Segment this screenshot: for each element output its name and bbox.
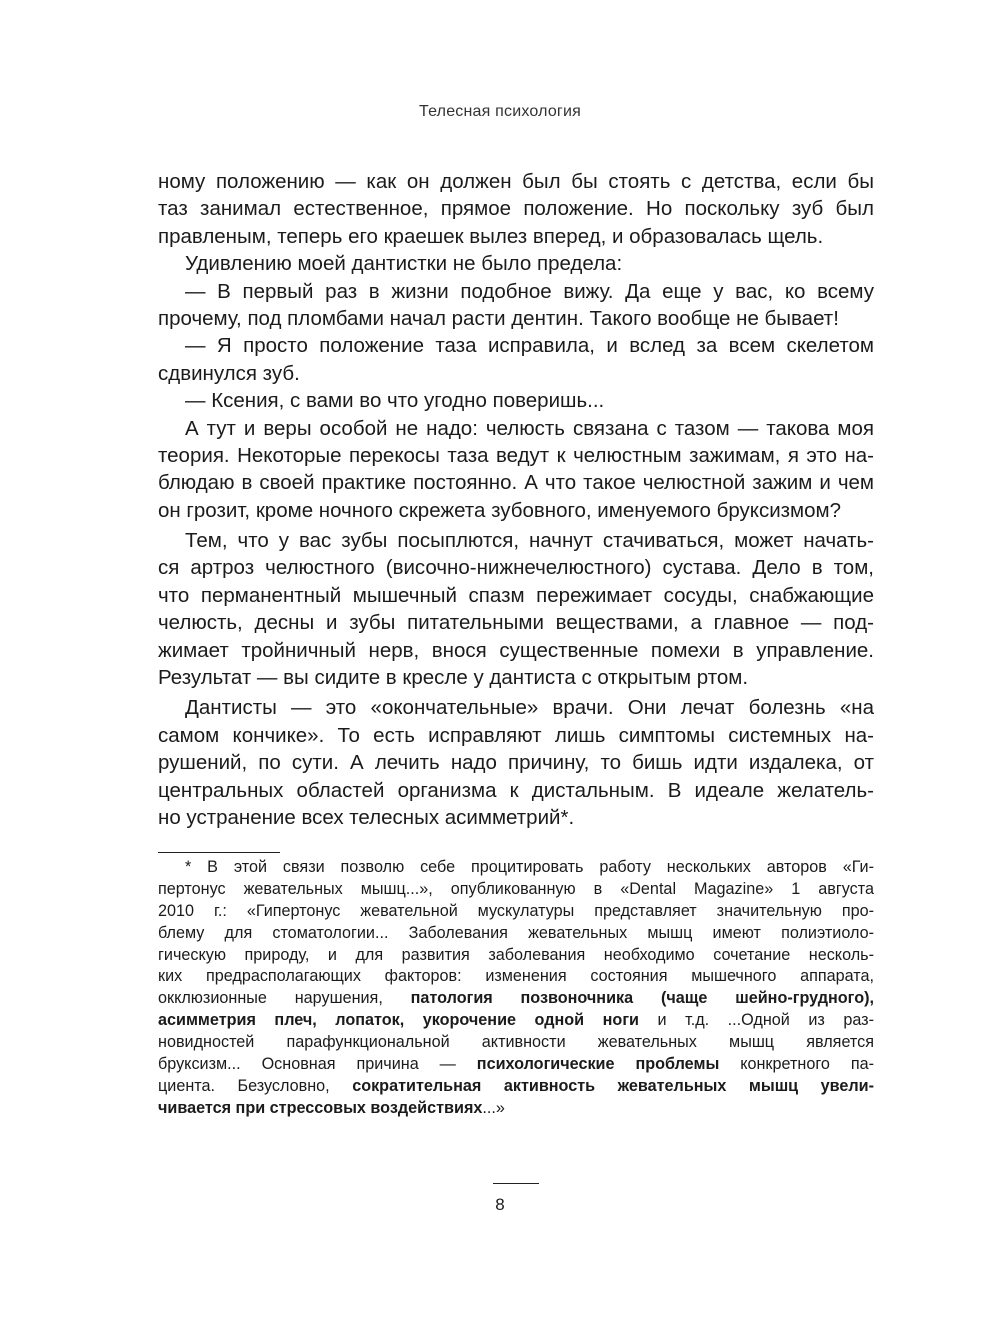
footnote-line: ких предрасполагающих факторов: изменения состояния мышечного аппарата, — [158, 967, 874, 986]
footnote-line: пертонус жевательных мышц...», опубликованную в «Dental Magazine» 1 августа — [158, 879, 874, 898]
footnote-bold-text: сократительная активность жевательных мышц увели- — [352, 1076, 875, 1095]
text-line: — Ксения, с вами во что угодно поверишь... — [185, 389, 605, 413]
text-line: таз занимал естественное, прямое положение. Но поскольку зуб был — [158, 197, 874, 221]
footnote-divider — [158, 852, 280, 853]
footnote-line: новидностей парафункциональной активности жевательных мышц является — [158, 1033, 874, 1052]
footnote-line: 2010 г.: «Гипертонус жевательной мускулатуры представляет значительную про- — [158, 901, 874, 920]
text-line: прочему, под пломбами начал расти дентин. Такого вообще не бывает! — [158, 306, 839, 330]
text-line: но устранение всех телесных асимметрий*. — [158, 805, 575, 829]
running-title: Телесная психология — [419, 103, 581, 120]
text-line: правленым, теперь его краешек вылез вперед, и образовалась щель. — [158, 224, 824, 248]
text-line: что перманентный мышечный спазм пережимает сосуды, снабжающие — [158, 583, 874, 607]
text-line: центральных областей организма к дистальным. В идеале желатель- — [158, 778, 874, 802]
text-line: Тем, что у вас зубы посыплются, начнут стачиваться, может начать- — [185, 529, 874, 553]
text-line: блюдаю в своей практике постоянно. А что такое челюстной зажим и чем — [158, 471, 874, 495]
footnote-text: и т.д. ...Одной из раз- — [639, 1011, 874, 1030]
text-line: ся артроз челюстного (височно-нижнечелюстного) сустава. Дело в том, — [158, 556, 874, 580]
footnote — [158, 857, 874, 1120]
text-line: Удивлению моей дантистки не было предела: — [185, 252, 623, 276]
footnote-text: циента. Безусловно, — [158, 1076, 353, 1095]
page-number: 8 — [495, 1195, 505, 1214]
footnote-text: конкретного па- — [719, 1055, 874, 1074]
text-line: Результат — вы сидите в кресле у дантиста с открытым ртом. — [158, 666, 749, 690]
main-text — [158, 168, 874, 831]
footnote-line: * В этой связи позволю себе процитировать работу нескольких авторов «Ги- — [185, 858, 874, 876]
footnote-bold-text: асимметрия плеч, лопаток, укорочение одной ноги — [158, 1011, 640, 1030]
footnote-bold-text: патология позвоночника (чаще шейно-грудного), — [410, 989, 874, 1008]
text-line: — В первый раз в жизни подобное вижу. Да еще у вас, ко всему — [185, 279, 874, 303]
text-line: рушений, по сути. А лечить надо причину, то бишь идти издалека, от — [158, 751, 874, 775]
text-line: ному положению — как он должен был бы стоять с детства, если бы — [158, 170, 874, 193]
footnote-bold-text: психологические проблемы — [476, 1055, 720, 1074]
footnote-line: гическую природу, и для развития заболевания необходимо сочетание несколь- — [158, 945, 874, 964]
text-line: сдвинулся зуб. — [158, 361, 300, 385]
footnote-text: окклюзионные нарушения, — [158, 989, 411, 1008]
text-line: он грозит, кроме ночного скрежета зубовного, именуемого бруксизмом? — [158, 498, 842, 522]
text-line: жимает тройничный нерв, внося существенные помехи в управление. — [158, 638, 874, 662]
text-line: А тут и веры особой не надо: челюсть связана с тазом — такова моя — [185, 416, 874, 440]
footnote-line — [158, 1054, 874, 1076]
footnote-text: ...» — [482, 1098, 505, 1117]
text-line: Дантисты — это «окончательные» врачи. Они лечат болезнь «на — [185, 696, 874, 720]
footnote-line — [158, 1076, 874, 1098]
text-line: челюсть, десны и зубы питательными веществами, а главное — под- — [158, 611, 874, 635]
footnote-line — [158, 1010, 874, 1032]
footnote-text: бруксизм... Основная причина — — [158, 1055, 477, 1074]
text-line: теория. Некоторые перекосы таза ведут к челюстным зажимам, я это на- — [158, 443, 874, 467]
text-line: самом кончике». То есть исправляют лишь симптомы системных на- — [158, 723, 874, 747]
page-number-rule — [493, 1183, 539, 1184]
text-line: — Я просто положение таза исправила, и вслед за всем скелетом — [185, 334, 874, 358]
footnote-bold-text: чивается при стрессовых воздействиях — [158, 1098, 483, 1117]
footnote-line — [158, 988, 874, 1010]
footnote-line — [158, 1098, 874, 1120]
footnote-line: блему для стоматологии... Заболевания жевательных мышц имеют полиэтиоло- — [158, 923, 874, 942]
